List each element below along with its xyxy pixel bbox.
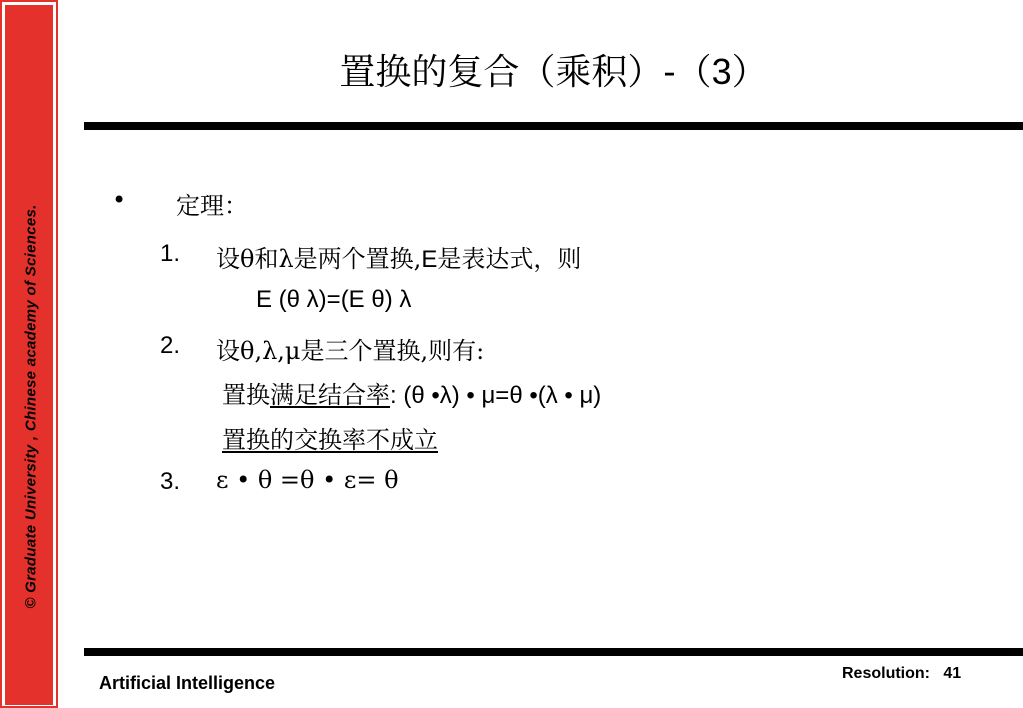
- assoc-underlined: 满足结合率: [270, 381, 390, 409]
- item-3-number: 3.: [160, 468, 181, 495]
- slide-title: [84, 44, 1023, 95]
- item-1-part-b: 和: [254, 245, 279, 273]
- assoc-formula: : (θ •λ) • μ=θ •(λ • μ): [390, 382, 602, 409]
- page-number: 41: [943, 665, 962, 682]
- item-2-text: 设θ,λ,μ是三个置换,则有:: [216, 337, 485, 365]
- sidebar-frame: [0, 0, 58, 708]
- title-divider: [84, 122, 1023, 130]
- item-1-lambda: λ: [278, 245, 294, 273]
- item-2-number: 2.: [160, 332, 181, 359]
- item-1-number: 1.: [160, 240, 181, 267]
- assoc-prefix: 置换: [222, 381, 270, 409]
- formula-1: E (θ λ)=(E θ) λ: [256, 286, 412, 313]
- footer-divider: [84, 648, 1023, 656]
- bullet: •: [112, 186, 127, 214]
- item-1-part-c: 是两个置换,: [293, 245, 422, 273]
- footer-page-info: [842, 665, 961, 683]
- item-1-part-d: E: [421, 246, 438, 273]
- section-name: Resolution:: [842, 665, 930, 682]
- title-text: 置换的复合（乘积）-（: [339, 52, 712, 93]
- commutativity-line: 置换的交换率不成立: [222, 426, 438, 454]
- theorem-heading: 定理：: [176, 192, 248, 220]
- title-close: ）: [731, 52, 768, 93]
- item-1-part-e: 是表达式，则: [437, 245, 582, 273]
- copyright-text: © Graduate University , Chinese academy of Sciences.: [22, 204, 40, 609]
- item-1-part-a: 设: [216, 245, 240, 273]
- title-number: 3: [711, 51, 732, 92]
- course-name: Artificial Intelligence: [99, 673, 276, 693]
- item-3-formula: ε • θ =θ • ε= θ: [216, 466, 399, 494]
- item-1-text: [216, 239, 581, 274]
- item-1-theta: θ: [240, 245, 255, 273]
- associativity-line: [222, 375, 601, 410]
